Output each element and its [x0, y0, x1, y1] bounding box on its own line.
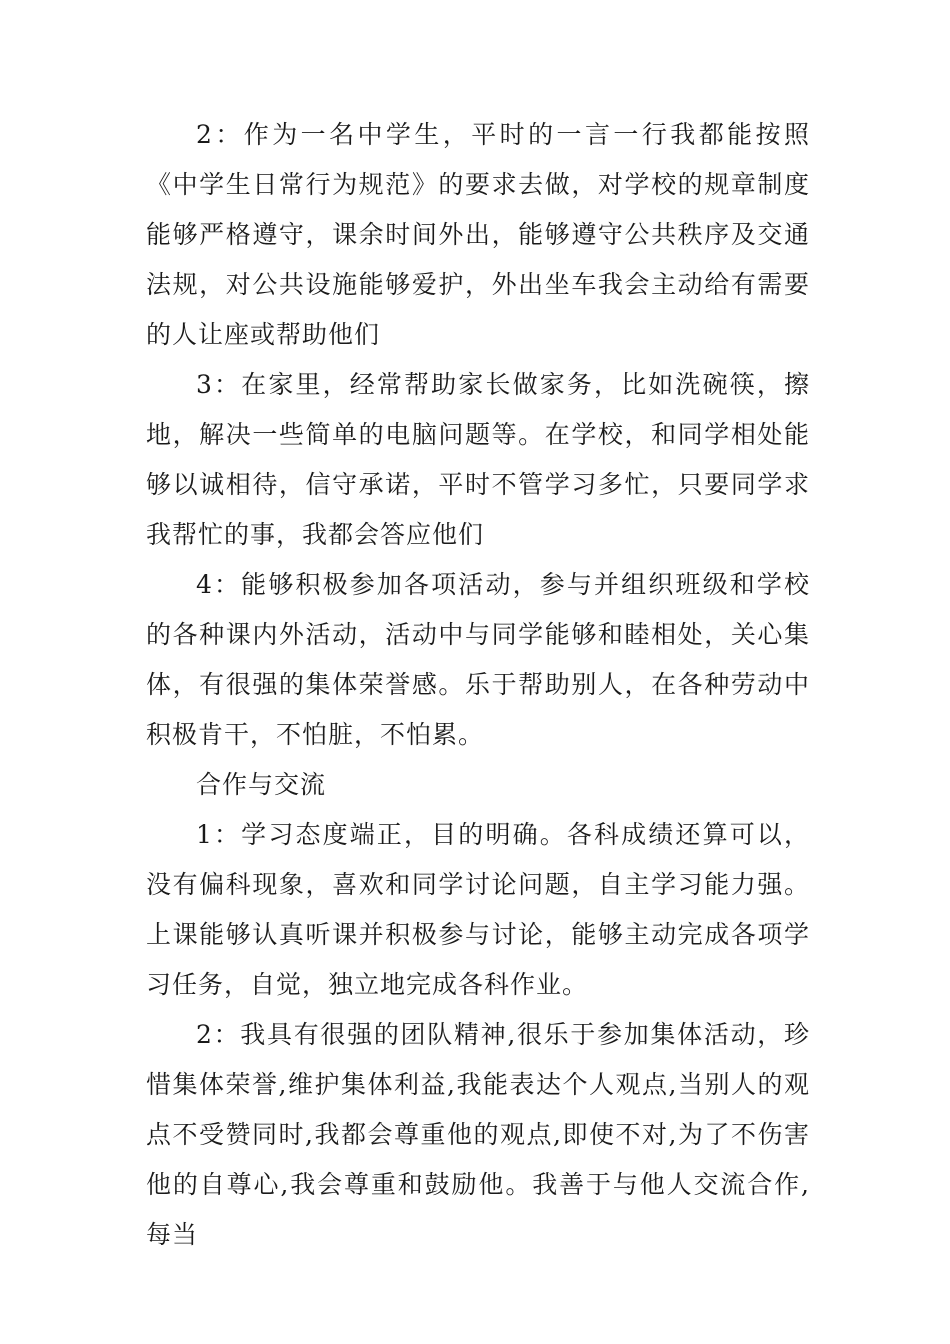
- paragraph-activities: 4：能够积极参加各项活动，参与并组织班级和学校的各种课内外活动，活动中与同学能够和睦相处，关心集体，有很强的集体荣誉感。乐于帮助别人，在各种劳动中积极肯干，不怕脏，不怕累。: [146, 570, 810, 749]
- section-heading: 合作与交流: [196, 770, 327, 799]
- paragraph-study-attitude: 1：学习态度端正，目的明确。各科成绩还算可以，没有偏科现象，喜欢和同学讨论问题，自主学习能力强。上课能够认真听课并积极参与讨论，能够主动完成各项学习任务，自觉，独立地完成各科作业。: [146, 820, 810, 999]
- paragraph-team-spirit: 2：我具有很强的团队精神,很乐于参加集体活动，珍惜集体荣誉,维护集体利益,我能表达个人观点,当别人的观点不受赞同时,我都会尊重他的观点,即使不对,为了不伤害他的自尊心,我会尊重和鼓励他。我善于与他人交流合作,每当: [146, 1020, 810, 1249]
- document-page: [146, 110, 810, 1260]
- paragraph-home-and-school: 3：在家里，经常帮助家长做家务，比如洗碗筷，擦地，解决一些简单的电脑问题等。在学校，和同学相处能够以诚相待，信守承诺，平时不管学习多忙，只要同学求我帮忙的事，我都会答应他们: [146, 370, 810, 549]
- paragraph-behavior-standards: 2：作为一名中学生，平时的一言一行我都能按照《中学生日常行为规范》的要求去做，对学校的规章制度能够严格遵守，课余时间外出，能够遵守公共秩序及交通法规，对公共设施能够爱护，外出坐车我会主动给有需要的人让座或帮助他们: [146, 120, 810, 349]
